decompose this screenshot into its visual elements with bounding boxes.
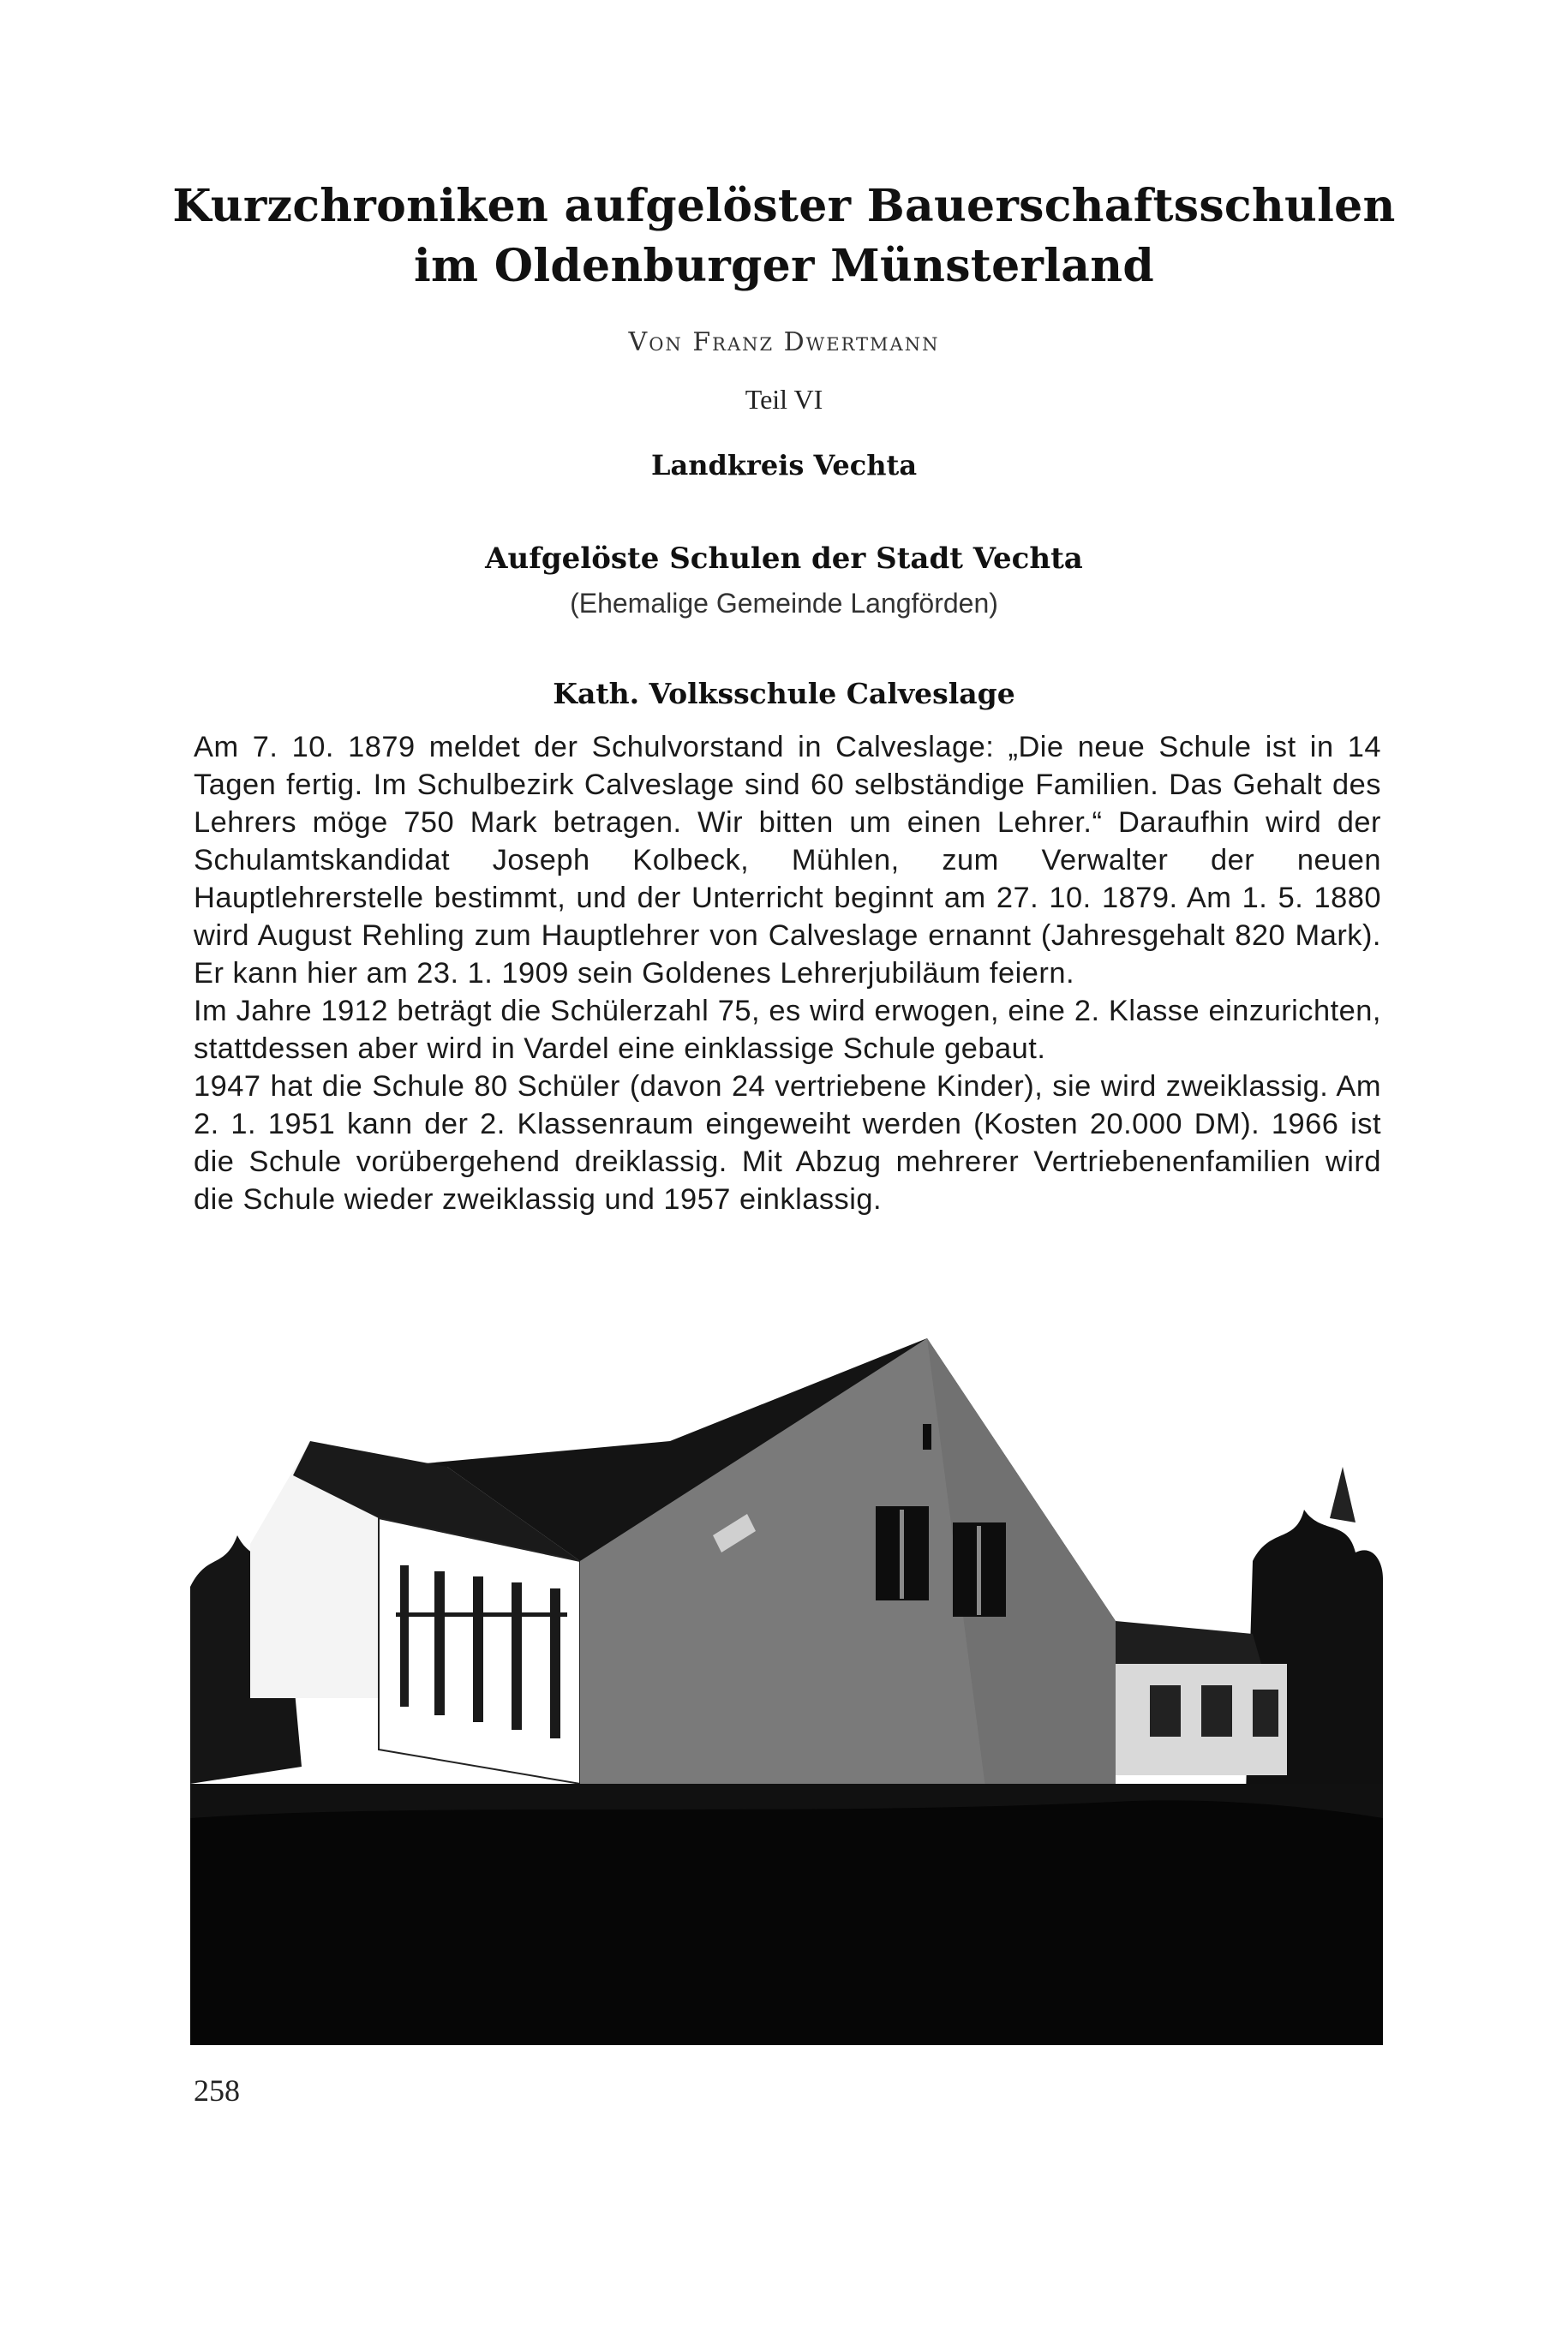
window-mullion [977,1526,981,1615]
right-building-window [1201,1685,1232,1737]
school-building-photo [190,1338,1383,2045]
right-building-window [1253,1690,1278,1737]
section-subheading: (Ehemalige Gemeinde Langförden) [570,588,998,619]
paragraph: Am 7. 10. 1879 meldet der Schulvorstand in Calveslage: „Die neue Schule ist in 14 Tagen fertig. Im Schulbezirk Calveslage sind 60 selbständige Familien. Das Gehalt des Lehrers möge 750 Mark betragen. Wir bitten um einen Lehrer.“ Daraufhin wird der Schulamtskandidat Joseph Kolbeck, Mühlen, zum Verwalter der neuen Hauptlehrerstelle bestimmt, und der Unterricht beginnt am 27. 10. 1879. Am 1. 5. 1880 wird August Rehling zum Hauptlehrer von Calveslage ernannt (Jahresgehalt 820 Mark). Er kann hier am 23. 1. 1909 sein Goldenes Lehrerjubiläum feiern. [194,731,1381,990]
section-heading: Aufgelöste Schulen der Stadt Vechta [485,541,1083,576]
paragraph: Im Jahre 1912 beträgt die Schülerzahl 75, es wird erwogen, eine 2. Klasse einzurichten, stattdessen aber wird in Vardel eine einklassige Schule gebaut. [194,995,1381,1065]
photo-grass [190,1800,1383,2045]
school-heading: Kath. Volksschule Calveslage [553,677,1015,710]
body-text [194,728,1381,1218]
title-line-1: Kurzchroniken aufgelöster Bauerschaftsschulen [172,180,1396,232]
paragraph: 1947 hat die Schule 80 Schüler (davon 24 vertriebene Kinder), sie wird zweiklassig. Am 2. 1. 1951 kann der 2. Klassenraum eingeweiht werden (Kosten 20.000 DM). 1966 ist die Schule vorübergehend dreiklassig. Mit Abzug mehrerer Vertriebenenfamilien wird die Schule wieder zweiklassig und 1957 einklassig. [194,1070,1381,1216]
page-number: 258 [194,2073,240,2108]
title-line-2: im Oldenburger Münsterland [413,240,1155,292]
window-mullion [900,1510,904,1599]
author-byline: Von Franz Dwertmann [628,327,940,357]
district-heading: Landkreis Vechta [650,449,918,482]
gable-vent [923,1424,931,1450]
part-label: Teil VI [745,384,823,415]
right-building-window [1150,1685,1181,1737]
photo-illustration [190,1338,1383,2045]
article-title [0,176,1568,296]
